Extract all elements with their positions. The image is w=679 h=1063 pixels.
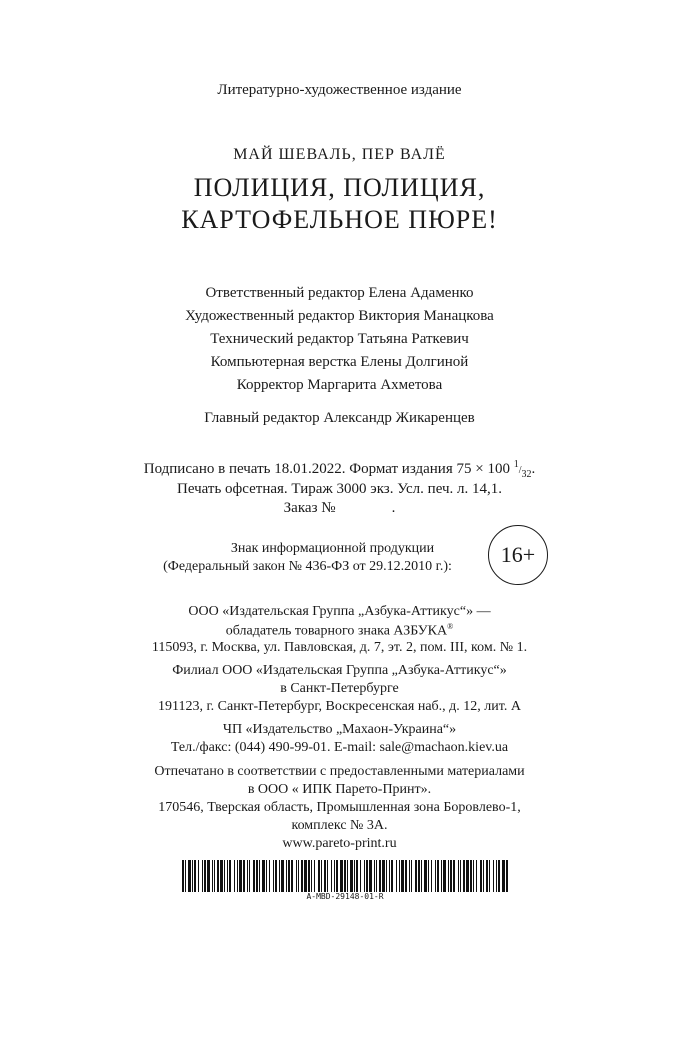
barcode-bar [409, 860, 410, 892]
barcode-bar [239, 860, 242, 892]
barcode-bar [486, 860, 488, 892]
barcode-bar [286, 860, 287, 892]
barcode-bar [279, 860, 280, 892]
ukraine-contacts: Тел./факс: (044) 490-99-01. E-mail: sale@machaon.kiev.ua [170, 740, 509, 755]
edition-type: Литературно-художественное издание [217, 82, 462, 98]
barcode-bar [480, 860, 482, 892]
barcode-bar [220, 860, 223, 892]
barcode-bar [458, 860, 459, 892]
barcode-bar [364, 860, 365, 892]
barcode-bar [340, 860, 343, 892]
publisher-trademark: обладатель товарного знака АЗБУКА [225, 623, 448, 639]
print-format: Подписано в печать 18.01.2022. Формат издания 75 × 100 [143, 461, 510, 477]
barcode-bar [386, 860, 387, 892]
barcode-bar [399, 860, 400, 892]
print-info-line-1: Подписано в печать 18.01.2022. Формат издания 75 × 100 $^1/_{32}$. [143, 459, 536, 480]
barcode-bar [256, 860, 258, 892]
barcode-bar [243, 860, 245, 892]
age-rating-badge: 16+ [488, 525, 548, 585]
publisher-line-2 [0, 622, 679, 640]
barcode-bar [360, 860, 361, 892]
barcode-bar [273, 860, 274, 892]
ukraine-publisher: ЧП «Издательство „Махаон-Украина“» [222, 722, 457, 737]
barcode-bar [314, 860, 315, 892]
barcode-bar [411, 860, 412, 892]
printer-line-2: в ООО « ИПК Парето-Принт». [247, 782, 432, 797]
barcode-bar [374, 860, 375, 892]
barcode-bar [204, 860, 206, 892]
barcode-bar [212, 860, 213, 892]
barcode-bar [334, 860, 335, 892]
barcode [182, 860, 508, 892]
barcode-bar [308, 860, 310, 892]
barcode-bar [281, 860, 284, 892]
credit-responsible-editor: Ответственный редактор Елена Адаменко [205, 285, 474, 301]
barcode-bar [253, 860, 255, 892]
barcode-bar [298, 860, 299, 892]
barcode-bar [269, 860, 270, 892]
barcode-bar [234, 860, 235, 892]
barcode-bar [466, 860, 469, 892]
registered-mark: ® [447, 622, 454, 631]
barcode-bar [259, 860, 260, 892]
barcode-bar [327, 860, 328, 892]
printer-complex: комплекс № 3А. [291, 818, 388, 833]
barcode-bar [229, 860, 231, 892]
printer-address: 170546, Тверская область, Промышленная зона Боровлево-1, [158, 800, 521, 815]
barcode-bar [356, 860, 358, 892]
barcode-bar [441, 860, 442, 892]
credit-technical-editor: Технический редактор Татьяна Раткевич [210, 331, 469, 347]
credit-proofreader: Корректор Маргарита Ахметова [236, 377, 443, 393]
barcode-bar [396, 860, 397, 892]
barcode-bar [405, 860, 407, 892]
barcode-bar [247, 860, 248, 892]
barcode-bar [493, 860, 494, 892]
barcode-bar [214, 860, 215, 892]
barcode-bar [448, 860, 449, 892]
barcode-bar [288, 860, 290, 892]
branch-address: 191123, г. Санкт-Петербург, Воскресенская наб., д. 12, лит. А [158, 699, 521, 714]
barcode-bar [431, 860, 432, 892]
barcode-bar [275, 860, 277, 892]
info-sign-line-2: (Федеральный закон № 436-ФЗ от 29.12.2010 г.): [163, 559, 452, 574]
barcode-bar [350, 860, 353, 892]
barcode-bar [192, 860, 193, 892]
barcode-bar [428, 860, 429, 892]
barcode-bar [188, 860, 191, 892]
publisher-line-1: ООО «Издательская Группа „Азбука-Аттикус“» — [188, 604, 491, 619]
barcode-bar [476, 860, 477, 892]
format-fraction-numerator: 1 [513, 459, 519, 470]
barcode-bar [389, 860, 390, 892]
barcode-bar [421, 860, 422, 892]
barcode-bar [207, 860, 210, 892]
order-end: . [391, 500, 396, 516]
chief-editor: Главный редактор Александр Жикаренцев [204, 410, 475, 426]
publisher-address: 115093, г. Москва, ул. Павловская, д. 7, эт. 2, пом. III, ком. № 1. [151, 640, 528, 655]
format-fraction-denominator: 32 [521, 469, 532, 480]
barcode-bar [266, 860, 267, 892]
print-info-line-2: Печать офсетная. Тираж 3000 экз. Усл. печ. л. 14,1. [176, 481, 503, 497]
barcode-bar [463, 860, 465, 892]
barcode-bar [194, 860, 196, 892]
printer-website: www.pareto-print.ru [282, 836, 397, 851]
barcode-bar [415, 860, 417, 892]
barcode-bar [331, 860, 332, 892]
barcode-bar [470, 860, 472, 892]
barcode-bar [202, 860, 203, 892]
barcode-bar [237, 860, 238, 892]
barcode-bar [369, 860, 372, 892]
barcode-bar [391, 860, 393, 892]
barcode-bar [435, 860, 436, 892]
barcode-bar [304, 860, 307, 892]
barcode-bar [182, 860, 184, 892]
barcode-bar [185, 860, 186, 892]
barcode-bar [376, 860, 377, 892]
barcode-bar [418, 860, 420, 892]
barcode-bar [460, 860, 461, 892]
barcode-bar [311, 860, 312, 892]
barcode-bar [489, 860, 490, 892]
barcode-bar [450, 860, 452, 892]
barcode-bar [296, 860, 297, 892]
barcode-bar [217, 860, 219, 892]
branch-line-2: в Санкт-Петербурге [280, 681, 399, 696]
barcode-bar [496, 860, 497, 892]
order-number [0, 500, 679, 517]
barcode-bar [344, 860, 346, 892]
barcode-bar [483, 860, 484, 892]
barcode-bar [249, 860, 250, 892]
barcode-bar [379, 860, 381, 892]
book-title-line-1: ПОЛИЦИЯ, ПОЛИЦИЯ, [193, 173, 486, 202]
barcode-bar [506, 860, 508, 892]
branch-line-1: Филиал ООО «Издательская Группа „Азбука-Аттикус“» [172, 663, 507, 678]
barcode-bar [324, 860, 326, 892]
barcode-bar [291, 860, 293, 892]
barcode-bar [473, 860, 474, 892]
barcode-bar [424, 860, 427, 892]
barcode-bar [354, 860, 355, 892]
book-title-line-2: КАРТОФЕЛЬНОЕ ПЮРЕ! [181, 205, 498, 234]
barcode-bar [366, 860, 368, 892]
printer-line-1: Отпечатано в соответствии с предоставленными материалами [154, 764, 525, 779]
barcode-bar [347, 860, 348, 892]
barcode-bar [453, 860, 455, 892]
barcode-bar [198, 860, 199, 892]
barcode-bar [401, 860, 404, 892]
barcode-bar [336, 860, 338, 892]
barcode-bar [437, 860, 439, 892]
barcode-bar [318, 860, 320, 892]
barcode-bar [227, 860, 228, 892]
barcode-bar [321, 860, 322, 892]
barcode-bar [262, 860, 265, 892]
barcode-bar [301, 860, 303, 892]
credit-art-editor: Художественный редактор Виктория Манацкова [185, 308, 494, 324]
barcode-text: A-MBD-29148-01-R [306, 892, 384, 901]
barcode-bar [498, 860, 500, 892]
barcode-bar [224, 860, 225, 892]
info-sign-line-1: Знак информационной продукции [230, 541, 435, 556]
barcode-bar [382, 860, 385, 892]
barcode-bar [502, 860, 505, 892]
authors: МАЙ ШЕВАЛЬ, ПЕР ВАЛЁ [233, 146, 446, 163]
order-label: Заказ № [283, 500, 336, 516]
barcode-bar [443, 860, 446, 892]
credit-layout: Компьютерная верстка Елены Долгиной [210, 354, 469, 370]
